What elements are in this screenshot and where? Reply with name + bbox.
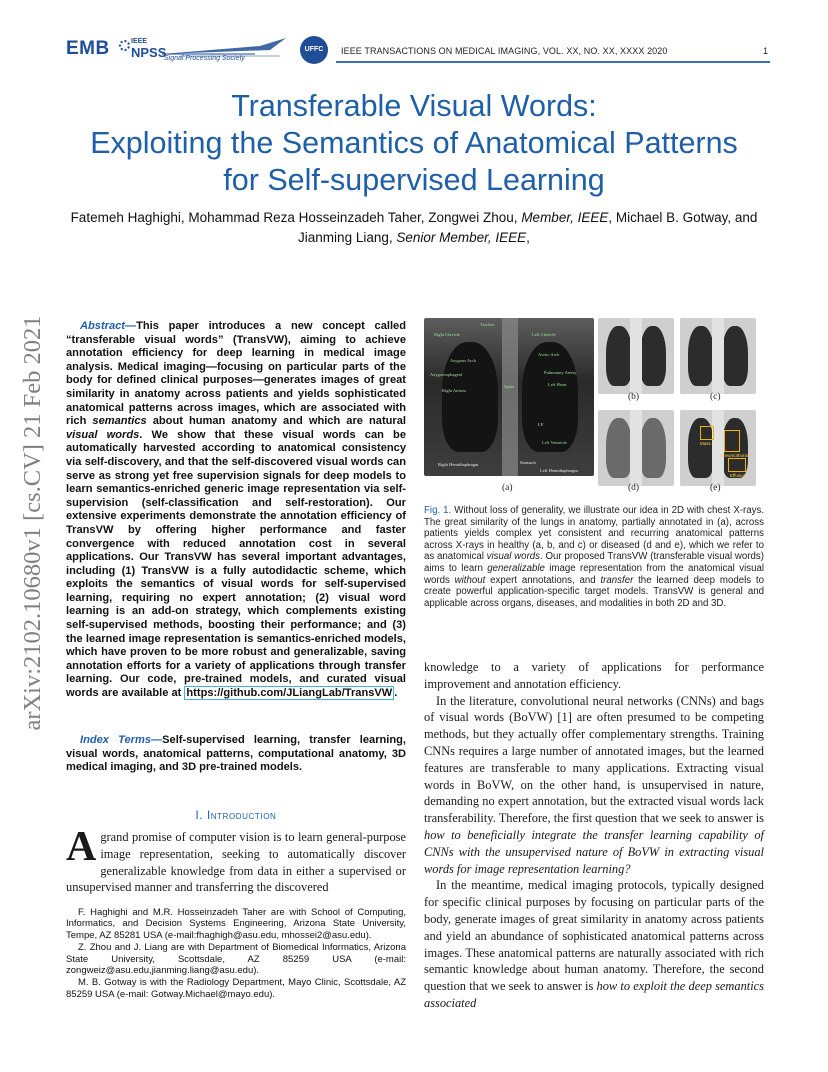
finding-tag: Effusion bbox=[730, 473, 747, 478]
body-paragraph bbox=[424, 693, 764, 878]
abstract-emphasis: visual words bbox=[66, 428, 140, 441]
anatomy-label: Spine bbox=[504, 384, 515, 389]
anatomy-label: Aortic Arch bbox=[538, 352, 560, 357]
body-emphasis: how to beneficially integrate the transfer learning capability of CNNs with the unsupervised nature of BoVW in extracting visual words for image representation learning? bbox=[424, 827, 764, 876]
npss-logo bbox=[119, 38, 167, 66]
npss-logo-text: NPSS bbox=[131, 45, 167, 60]
paper-title bbox=[40, 88, 788, 199]
figure-number: Fig. 1. bbox=[424, 505, 452, 516]
body-right-column bbox=[424, 659, 764, 1012]
section-title: Introduction bbox=[206, 810, 277, 822]
intro-paragraph bbox=[66, 824, 406, 896]
title-line: Transferable Visual Words: bbox=[231, 89, 597, 123]
body-emphasis: how to exploit the deep semantics associated bbox=[424, 979, 764, 1010]
anatomy-label: Left Clavicle bbox=[532, 332, 556, 337]
anatomy-label: Stomach bbox=[520, 460, 536, 465]
anatomy-label: Right Hemidiaphragm bbox=[438, 462, 479, 467]
index-terms-label: Index Terms bbox=[80, 734, 152, 746]
anatomy-label: Left Heart bbox=[548, 382, 567, 387]
panel-label-b: (b) bbox=[628, 392, 640, 402]
anatomy-label: Azygous Arch bbox=[450, 358, 476, 363]
panel-label-a: (a) bbox=[502, 483, 513, 493]
figure-caption bbox=[424, 505, 764, 609]
footnotes bbox=[66, 907, 406, 1001]
panel-label-d: (d) bbox=[628, 483, 640, 493]
anatomy-label: Left Ventricle bbox=[542, 440, 567, 445]
sps-logo-text: Signal Processing Society bbox=[164, 55, 245, 62]
drop-cap: A bbox=[66, 824, 97, 870]
caption-text: the learned deep models to create powerful application-specific target models. TransVW is general and applicable across organs, diseases, and modalities in both 2D and 3D. bbox=[424, 574, 764, 609]
section-heading bbox=[66, 810, 406, 822]
code-link[interactable]: https://github.com/JLiangLab/TransVW bbox=[186, 687, 393, 700]
abstract-end: . bbox=[394, 687, 398, 700]
body-text: In the literature, convolutional neural networks (CNNs) and bags of visual words (BoVW) [1] are often presumed to be competing methods, but they actually offer complementary strengths. Training CNNs requires a large number of annotated images, but the learned features are transferable to many applications. Extracting visual words in BoVW, on the other hand, is unsupervised in nature, demanding no expert annotation, but the extracted visual words lack transferability. Therefore, the first question that we seek to answer is bbox=[424, 693, 764, 826]
body-paragraph: knowledge to a variety of applications for performance improvement and annotation efficiency. bbox=[424, 660, 764, 691]
panel-label-c: (c) bbox=[710, 392, 721, 402]
authors-part: , Michael B. Gotway, and Jianming Liang, bbox=[298, 210, 758, 245]
abstract-text: about human anatomy and which are natural bbox=[146, 415, 406, 428]
intro-text: grand promise of computer vision is to learn general-purpose image representation, seeking to automatically discover generalizable knowledge from data in either a supervised or unsupervised manner and transferring the discovered bbox=[66, 830, 406, 895]
emb-logo: EMB bbox=[66, 38, 110, 59]
abstract bbox=[66, 320, 406, 701]
section-number: I. bbox=[195, 810, 207, 822]
caption-text: image representation from the anatomical visual words bbox=[424, 562, 764, 586]
abstract-text: . We show that these visual words can be automatically harvested according to anatomical consistency via self-discovery, and that the self-discovered visual words can serve as strong yet free supervision signals for deep models to learn semantics-enriched generic image representation via self-supervision (self-classification and self-restoration). Our extensive experiments demonstrate the annotation efficiency of TransVW by offering higher performance and faster convergence with reduced annotation cost in several applications. Our TransVW has several important advantages, including (1) TransVW is a fully autodidactic scheme, which exploits the semantics of visual words for self-supervised learning, requiring no expert annotation; (2) visual word learning is an add-on strategy, which complements existing self-supervised methods, boosting their performance; and (3) the learned image representation is semantics-enriched models, which have proven to be more robust and generalizable, saving annotation efforts for a variety of applications through transfer learning. Our code, pre-trained models, and curated visual words are available at bbox=[66, 428, 407, 700]
page-number: 1 bbox=[763, 46, 769, 56]
chest-xray-annotated bbox=[424, 318, 594, 476]
authors-part: Fatemeh Haghighi, Mohammad Reza Hosseinzadeh Taher, Zongwei Zhou, bbox=[70, 210, 522, 225]
caption-text: Without loss of generality, we illustrate our idea in 2D with chest X-rays. The great similarity of the lungs in anatomy, partially annotated in (a), across patients yields complex yet consistent and recurring anatomical patterns across X-rays in healthy (a, b, and c) or diseased (d and e), which we refer to as anatomical bbox=[424, 505, 765, 563]
footnote: Z. Zhou and J. Liang are with Department of Biomedical Informatics, Arizona State University, Scottsdale, AZ 85259 USA (e-mail: zongweiz@asu.edu,jianming.liang@asu.edu). bbox=[66, 942, 406, 977]
index-terms bbox=[66, 734, 406, 775]
caption-text: expert annotations, and bbox=[485, 574, 601, 586]
sps-logo bbox=[160, 36, 290, 66]
index-terms-text: Self-supervised learning, transfer learning, visual words, anatomical patterns, computational anatomy, 3D medical imaging, and 3D pre-trained models. bbox=[66, 734, 406, 774]
anatomy-label: Right Clavicle bbox=[434, 332, 461, 337]
uffc-logo: UFFC bbox=[300, 36, 328, 64]
title-line: for Self-supervised Learning bbox=[223, 163, 605, 197]
finding-tag: Mass bbox=[700, 441, 711, 446]
caption-emphasis: visual words bbox=[486, 551, 541, 563]
page-header bbox=[0, 0, 828, 70]
abstract-dash: — bbox=[125, 320, 137, 332]
caption-emphasis: without bbox=[454, 574, 486, 586]
caption-emphasis: generalizable bbox=[487, 562, 545, 574]
chest-xray-b bbox=[598, 318, 674, 394]
header-rule bbox=[336, 61, 770, 63]
footnote: M. B. Gotway is with the Radiology Department, Mayo Clinic, Scottsdale, AZ 85259 USA (e-mail: Gotway.Michael@mayo.edu). bbox=[66, 977, 406, 1000]
anatomy-label: LV bbox=[538, 422, 544, 427]
title-line: Exploiting the Semantics of Anatomical Patterns bbox=[90, 126, 738, 160]
abstract-emphasis: semantics bbox=[92, 415, 147, 428]
caption-text: . Our proposed TransVW (transferable visual words) aims to learn bbox=[424, 551, 764, 574]
arxiv-id: arXiv:2102.10680v1 [cs.CV] 21 Feb 2021 bbox=[19, 315, 46, 731]
figure-1 bbox=[424, 318, 764, 500]
journal-name: IEEE TRANSACTIONS ON MEDICAL IMAGING, VOL. XX, NO. XX, XXXX 2020 bbox=[341, 46, 668, 56]
ieee-logo-text: IEEE bbox=[131, 38, 147, 45]
panel-label-e: (e) bbox=[710, 483, 721, 493]
abstract-label: Abstract bbox=[80, 320, 126, 332]
body-text: In the meantime, medical imaging protocols, typically designed for specific clinical purposes by focusing on particular parts of the body, generate images of great similarity in anatomy across patients and yield an abundance of sophisticated anatomical patterns across images. These anatomical patterns are naturally associated with rich semantic knowledge about human anatomy. Therefore, the second question that we seek to answer is bbox=[424, 878, 764, 994]
finding-tag: Pneumothorax bbox=[720, 453, 750, 458]
author-list bbox=[60, 208, 768, 248]
gear-icon bbox=[119, 40, 130, 51]
anatomy-label: Azygoesophageal bbox=[430, 372, 462, 377]
chest-xray-d bbox=[598, 410, 674, 486]
footnote: F. Haghighi and M.R. Hosseinzadeh Taher are with School of Computing, Informatics, and Decision Systems Engineering, Arizona State University, Tempe, AZ 85281 USA (e-mail:fhaghigh@asu.edu, mhossei2@asu.edu). bbox=[66, 907, 406, 941]
index-terms-dash: — bbox=[151, 734, 163, 746]
author-role: Member, IEEE bbox=[521, 210, 609, 225]
author-role: Senior Member, IEEE bbox=[396, 230, 527, 245]
anatomy-label: Left Hemidiaphragm bbox=[540, 468, 578, 473]
arxiv-stamp bbox=[18, 288, 48, 758]
chest-xray-c bbox=[680, 318, 756, 394]
anatomy-label: Pulmonary Artery bbox=[544, 370, 577, 375]
caption-emphasis: transfer bbox=[600, 574, 634, 586]
body-paragraph bbox=[424, 877, 764, 1011]
authors-part: , bbox=[526, 230, 530, 245]
anatomy-label: Right Atrium bbox=[442, 388, 466, 393]
anatomy-label: Trachea bbox=[480, 322, 495, 327]
chest-xray-e bbox=[680, 410, 756, 486]
abstract-text: This paper introduces a new concept called “transferable visual words” (TransVW), aiming to achieve annotation efficiency for deep learning in medical image analysis. Medical imaging—focusing on particular parts of the body for defined clinical purposes—generates images of great similarity in anatomy across patients and yields sophisticated anatomical patterns across images, which are associated with rich bbox=[66, 320, 406, 428]
